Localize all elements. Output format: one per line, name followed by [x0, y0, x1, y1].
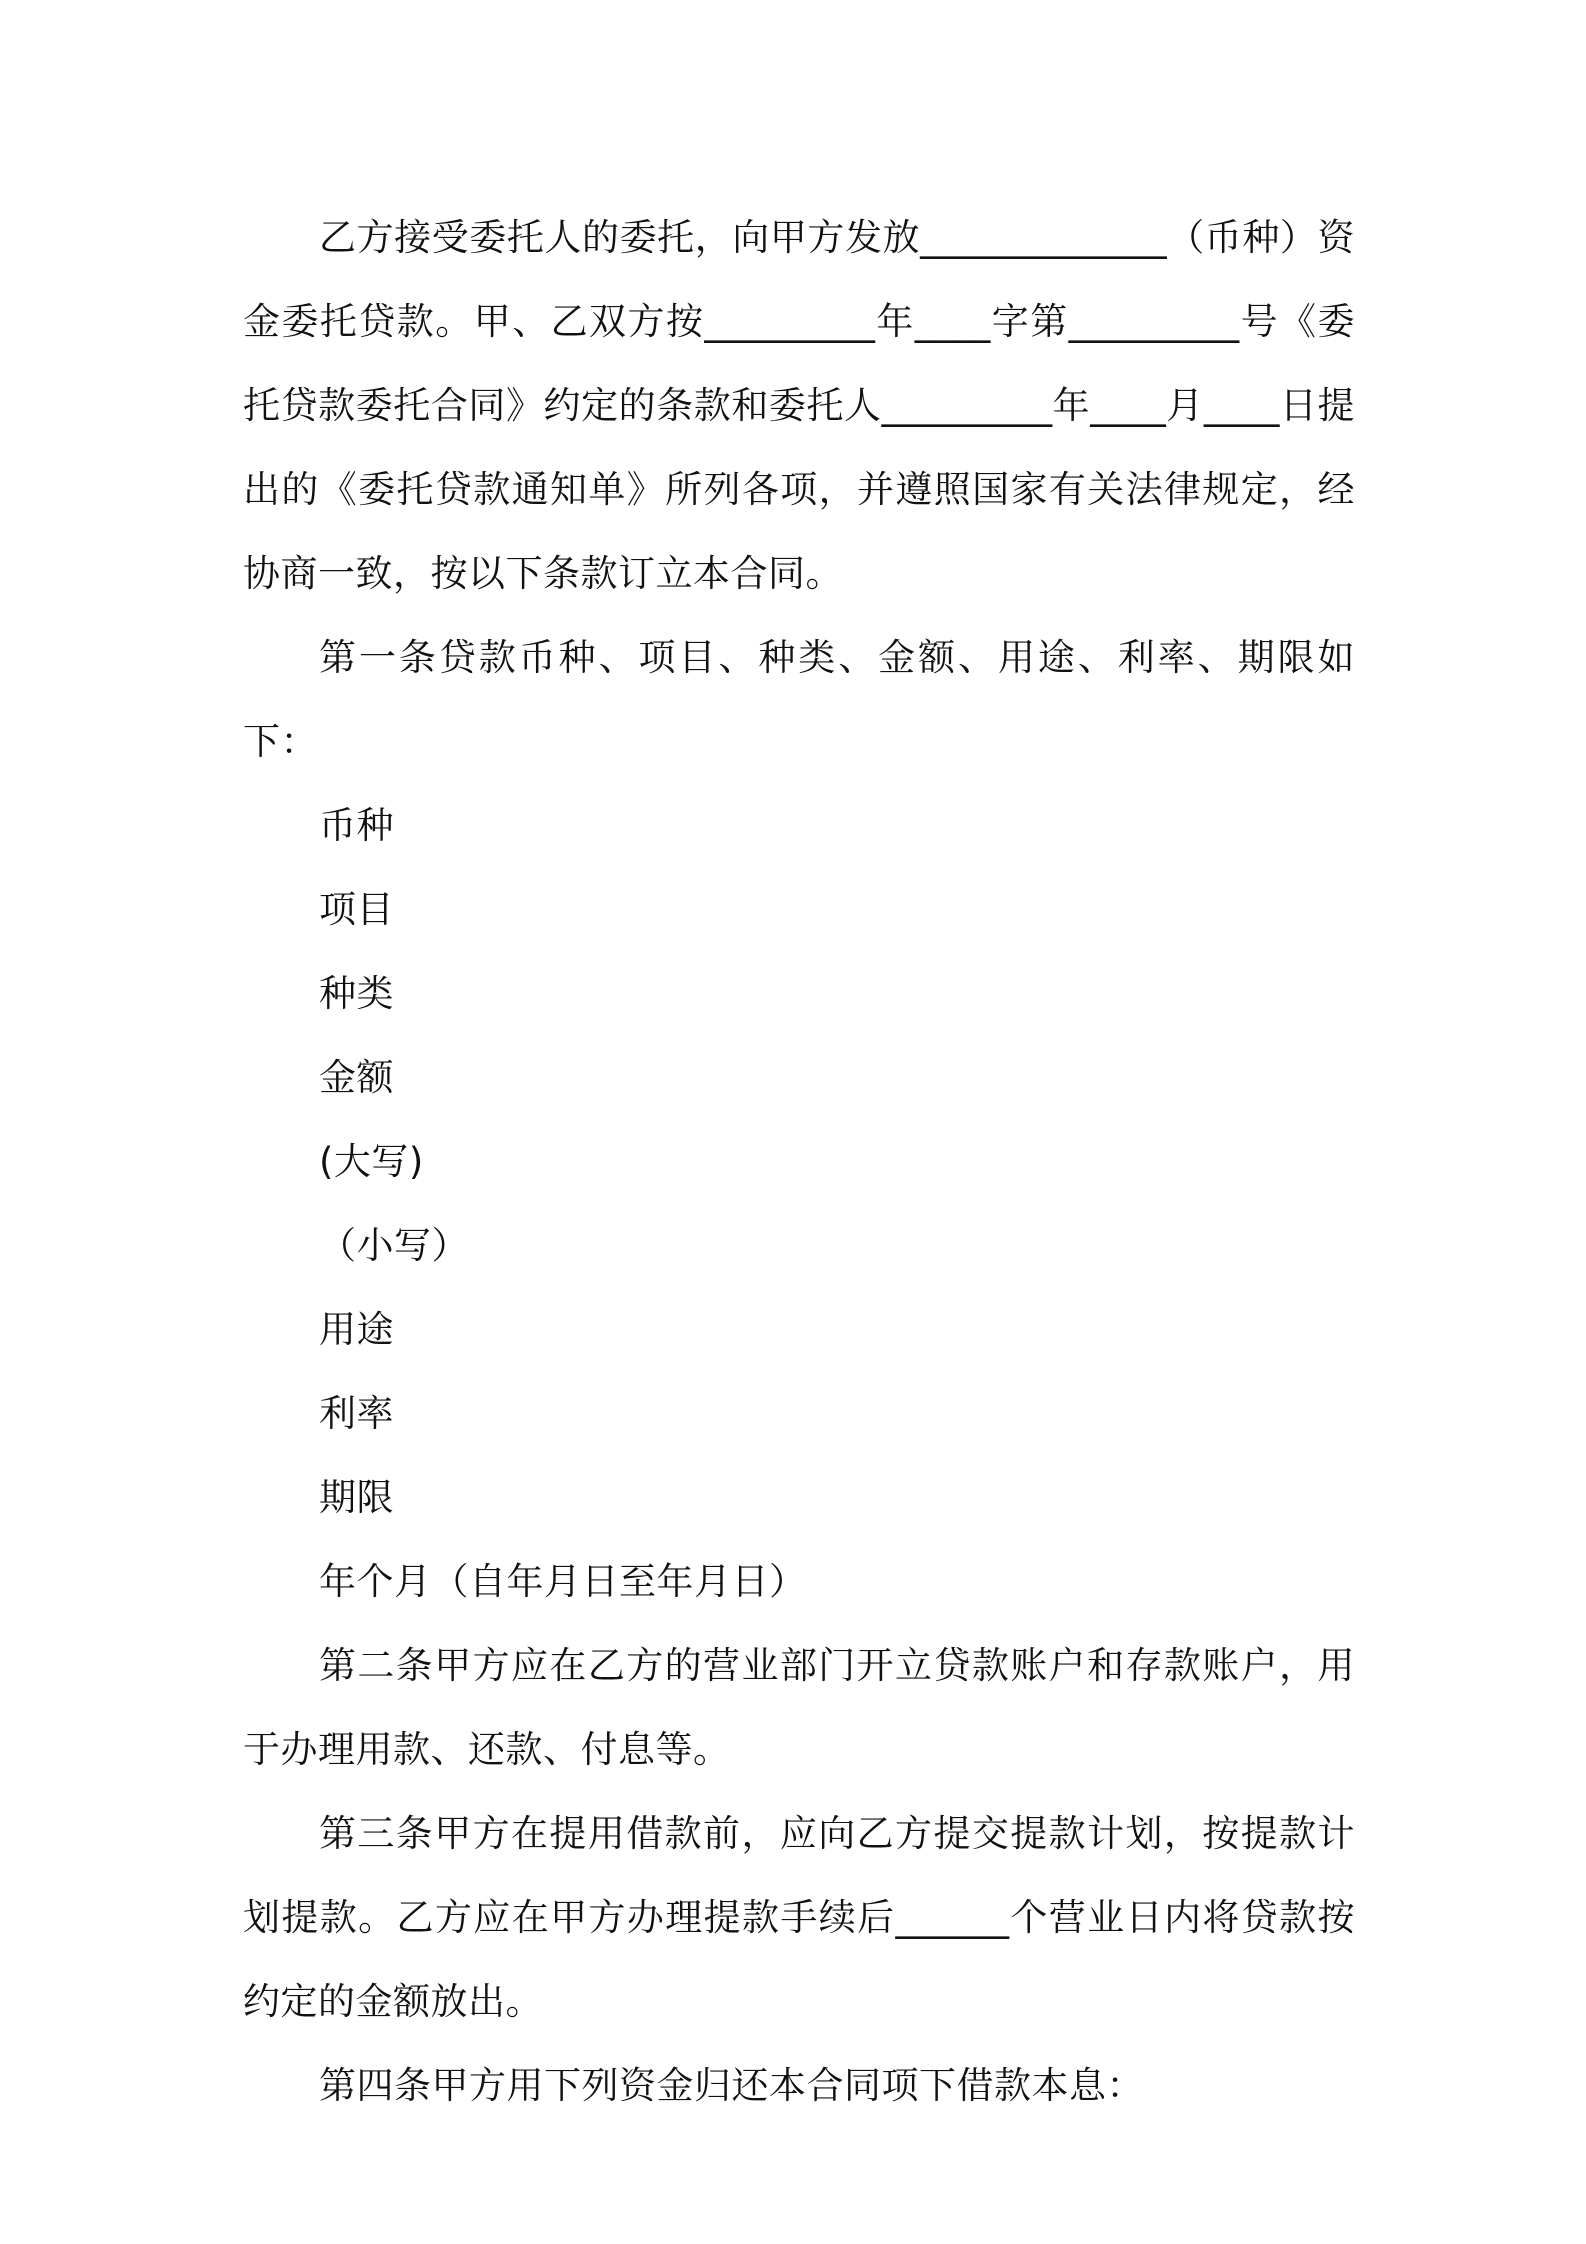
article-4: 第四条甲方用下列资金归还本合同项下借款本息： — [319, 2064, 1144, 2107]
item-type: 种类 — [319, 972, 394, 1015]
item-term: 期限 — [319, 1476, 394, 1519]
item-amount-capital: (大写) — [319, 1140, 424, 1183]
item-amount-numeric: （小写） — [319, 1224, 469, 1267]
item-term-detail: 年个月（自年月日至年月日） — [319, 1560, 807, 1603]
item-purpose: 用途 — [319, 1308, 394, 1351]
item-project: 项目 — [319, 888, 394, 931]
contract-body — [243, 196, 1355, 2128]
article-3: 第三条甲方在提用借款前，应向乙方提交提款计划，按提款计划提款。乙方应在甲方办理提款手续后______个营业日内将贷款按约定的金额放出。 — [243, 1812, 1355, 2023]
intro-paragraph: 乙方接受委托人的委托，向甲方发放_____________（币种）资金委托贷款。甲、乙双方按_________年____字第_________号《委托贷款委托合同》约定的条款和委托人_________年____月____日提出的《委托贷款通知单》所列各项，并遵照国家有关法律规定，经协商一致，按以下条款订立本合同。 — [243, 216, 1355, 595]
item-currency: 币种 — [319, 804, 394, 847]
article-2: 第二条甲方应在乙方的营业部门开立贷款账户和存款账户，用于办理用款、还款、付息等。 — [243, 1644, 1355, 1771]
item-amount: 金额 — [319, 1056, 394, 1099]
item-interest-rate: 利率 — [319, 1392, 394, 1435]
article-1-heading: 第一条贷款币种、项目、种类、金额、用途、利率、期限如下： — [243, 636, 1355, 763]
